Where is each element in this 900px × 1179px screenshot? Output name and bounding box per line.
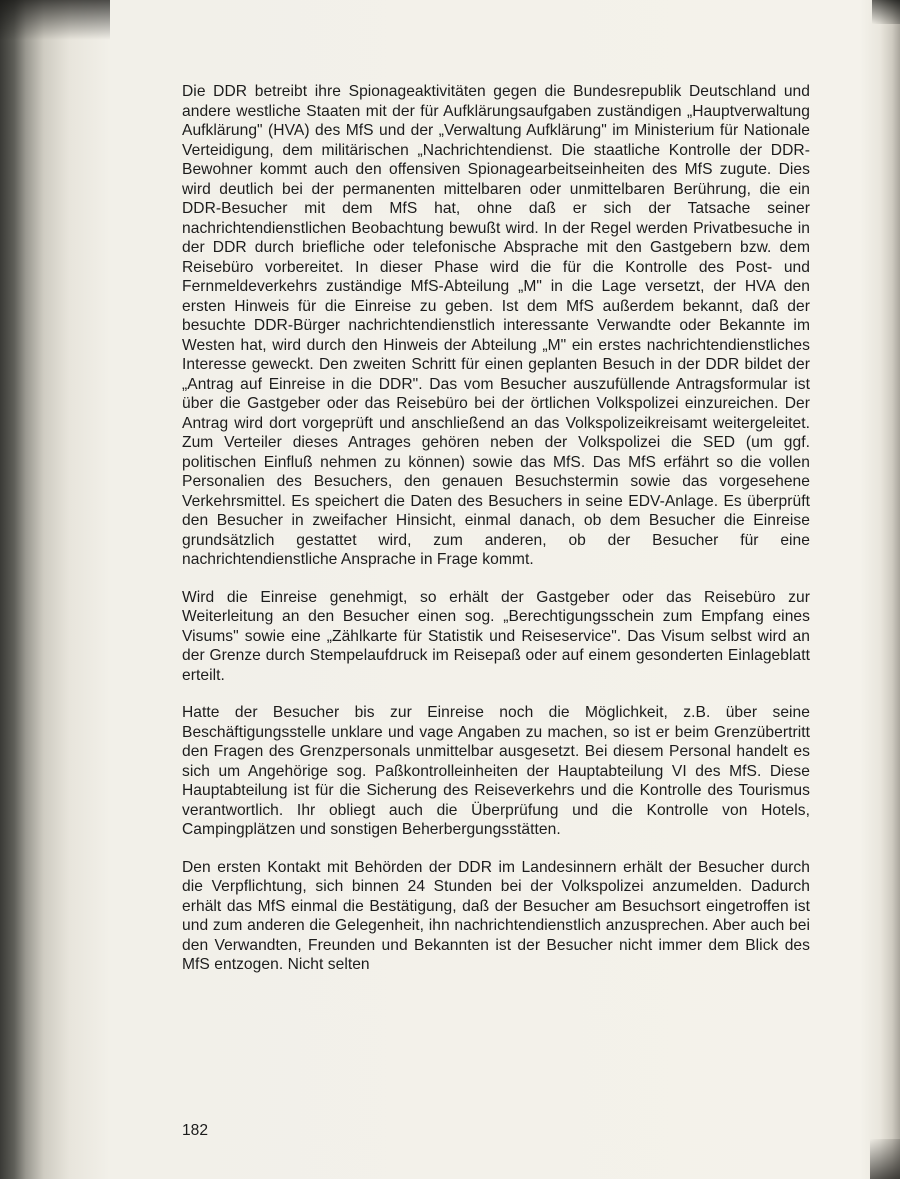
paragraph: Wird die Einreise genehmigt, so erhält der Gastgeber oder das Reisebüro zur Weiterleitung an den Besucher einen sog. „Berechtigungsschein zum Empfang eines Visums" sowie eine „Zählkarte für Statistik und Reiseservice". Das Visum selbst wird an der Grenze durch Stempelaufdruck im Reisepaß oder auf einem gesonderten Einlageblatt erteilt. — [182, 588, 810, 684]
book-spine-shadow — [0, 0, 110, 40]
body-text — [182, 82, 810, 993]
page-number: 182 — [182, 1122, 209, 1139]
paragraph: Die DDR betreibt ihre Spionageaktivitäten gegen die Bundesrepublik Deutschland und andere westliche Staaten mit der für Aufklärungsaufgaben zuständigen „Hauptverwaltung Aufklärung" (HVA) des MfS und der „Verwaltung Aufklärung" im Ministerium für Nationale Verteidigung, dem militärischen „Nachrichtendienst. Die staatliche Kontrolle der DDR-Bewohner kommt auch den offensiven Spionagearbeitseinheiten des MfS zugute. Dies wird deutlich bei der permanenten mittelbaren oder unmittelbaren Berührung, die ein DDR-Besucher mit dem MfS hat, ohne daß er sich der Tatsache seiner nachrichtendienstlichen Beobachtung bewußt wird. In der Regel werden Privatbesuche in der DDR durch briefliche oder telefonische Absprache mit den Gastgebern bzw. dem Reisebüro vorbereitet. In dieser Phase wird die für die Kontrolle des Post- und Fernmeldeverkehrs zuständige MfS-Abteilung „M" in die Lage versetzt, der HVA den ersten Hinweis für die Einreise zu geben. Ist dem MfS außerdem bekannt, daß der besuchte DDR-Bürger nachrichtendienstlich interessante Verwandte oder Bekannte im Westen hat, wird durch den Hinweis der Abteilung „M" ein erstes nachrichtendienstliches Interesse geweckt. Den zweiten Schritt für einen geplanten Besuch in der DDR bildet der „Antrag auf Einreise in die DDR". Das vom Besucher auszufüllende Antragsformular ist über die Gastgeber oder das Reisebüro bei der örtlichen Volkspolizei einzureichen. Der Antrag wird dort vorgeprüft und anschließend an das Volkspolizeikreisamt weitergeleitet. Zum Verteiler dieses Antrages gehören neben der Volkspolizei die SED (um ggf. politischen Einfluß nehmen zu können) sowie das MfS. Das MfS erfährt so die vollen Personalien des Besuchers, den genauen Besuchstermin sowie das vorgesehene Verkehrsmittel. Es speichert die Daten des Besuchers in seine EDV-Anlage. Es überprüft den Besucher in zweifacher Hinsicht, einmal danach, ob dem Besucher die Einreise grundsätzlich gestattet wird, zum anderen, ob der Besucher für eine nachrichtendienstliche Ansprache in Frage kommt. — [182, 83, 810, 568]
page-edge-shadow-bottom — [870, 1139, 900, 1179]
page-edge-shadow-top — [872, 0, 900, 24]
paragraph: Hatte der Besucher bis zur Einreise noch die Möglichkeit, z.B. über seine Beschäftigungsstelle unklare und vage Angaben zu machen, so ist er beim Grenzübertritt den Fragen des Grenzpersonals unmittelbar ausgesetzt. Bei diesem Personal handelt es sich um Angehörige sog. Paßkontrolleinheiten der Hauptabteilung VI des MfS. Diese Hauptabteilung ist für die Sicherung des Reiseverkehrs und die Kontrolle des Tourismus verantwortlich. Ihr obliegt auch die Überprüfung und die Kontrolle von Hotels, Campingplätzen und sonstigen Beherbergungsstätten. — [182, 704, 810, 838]
paragraph: Den ersten Kontakt mit Behörden der DDR im Landesinnern erhält der Besucher durch die Verpflichtung, sich binnen 24 Stunden bei der Volkspolizei anzumelden. Dadurch erhält das MfS einmal die Bestätigung, daß der Besucher am Besuchsort eingetroffen ist und zum anderen die Gelegenheit, ihn nachrichtendienstlich anzusprechen. Aber auch bei den Verwandten, Freunden und Bekannten ist der Besucher nicht immer dem Blick des MfS entzogen. Nicht selten — [182, 858, 810, 973]
